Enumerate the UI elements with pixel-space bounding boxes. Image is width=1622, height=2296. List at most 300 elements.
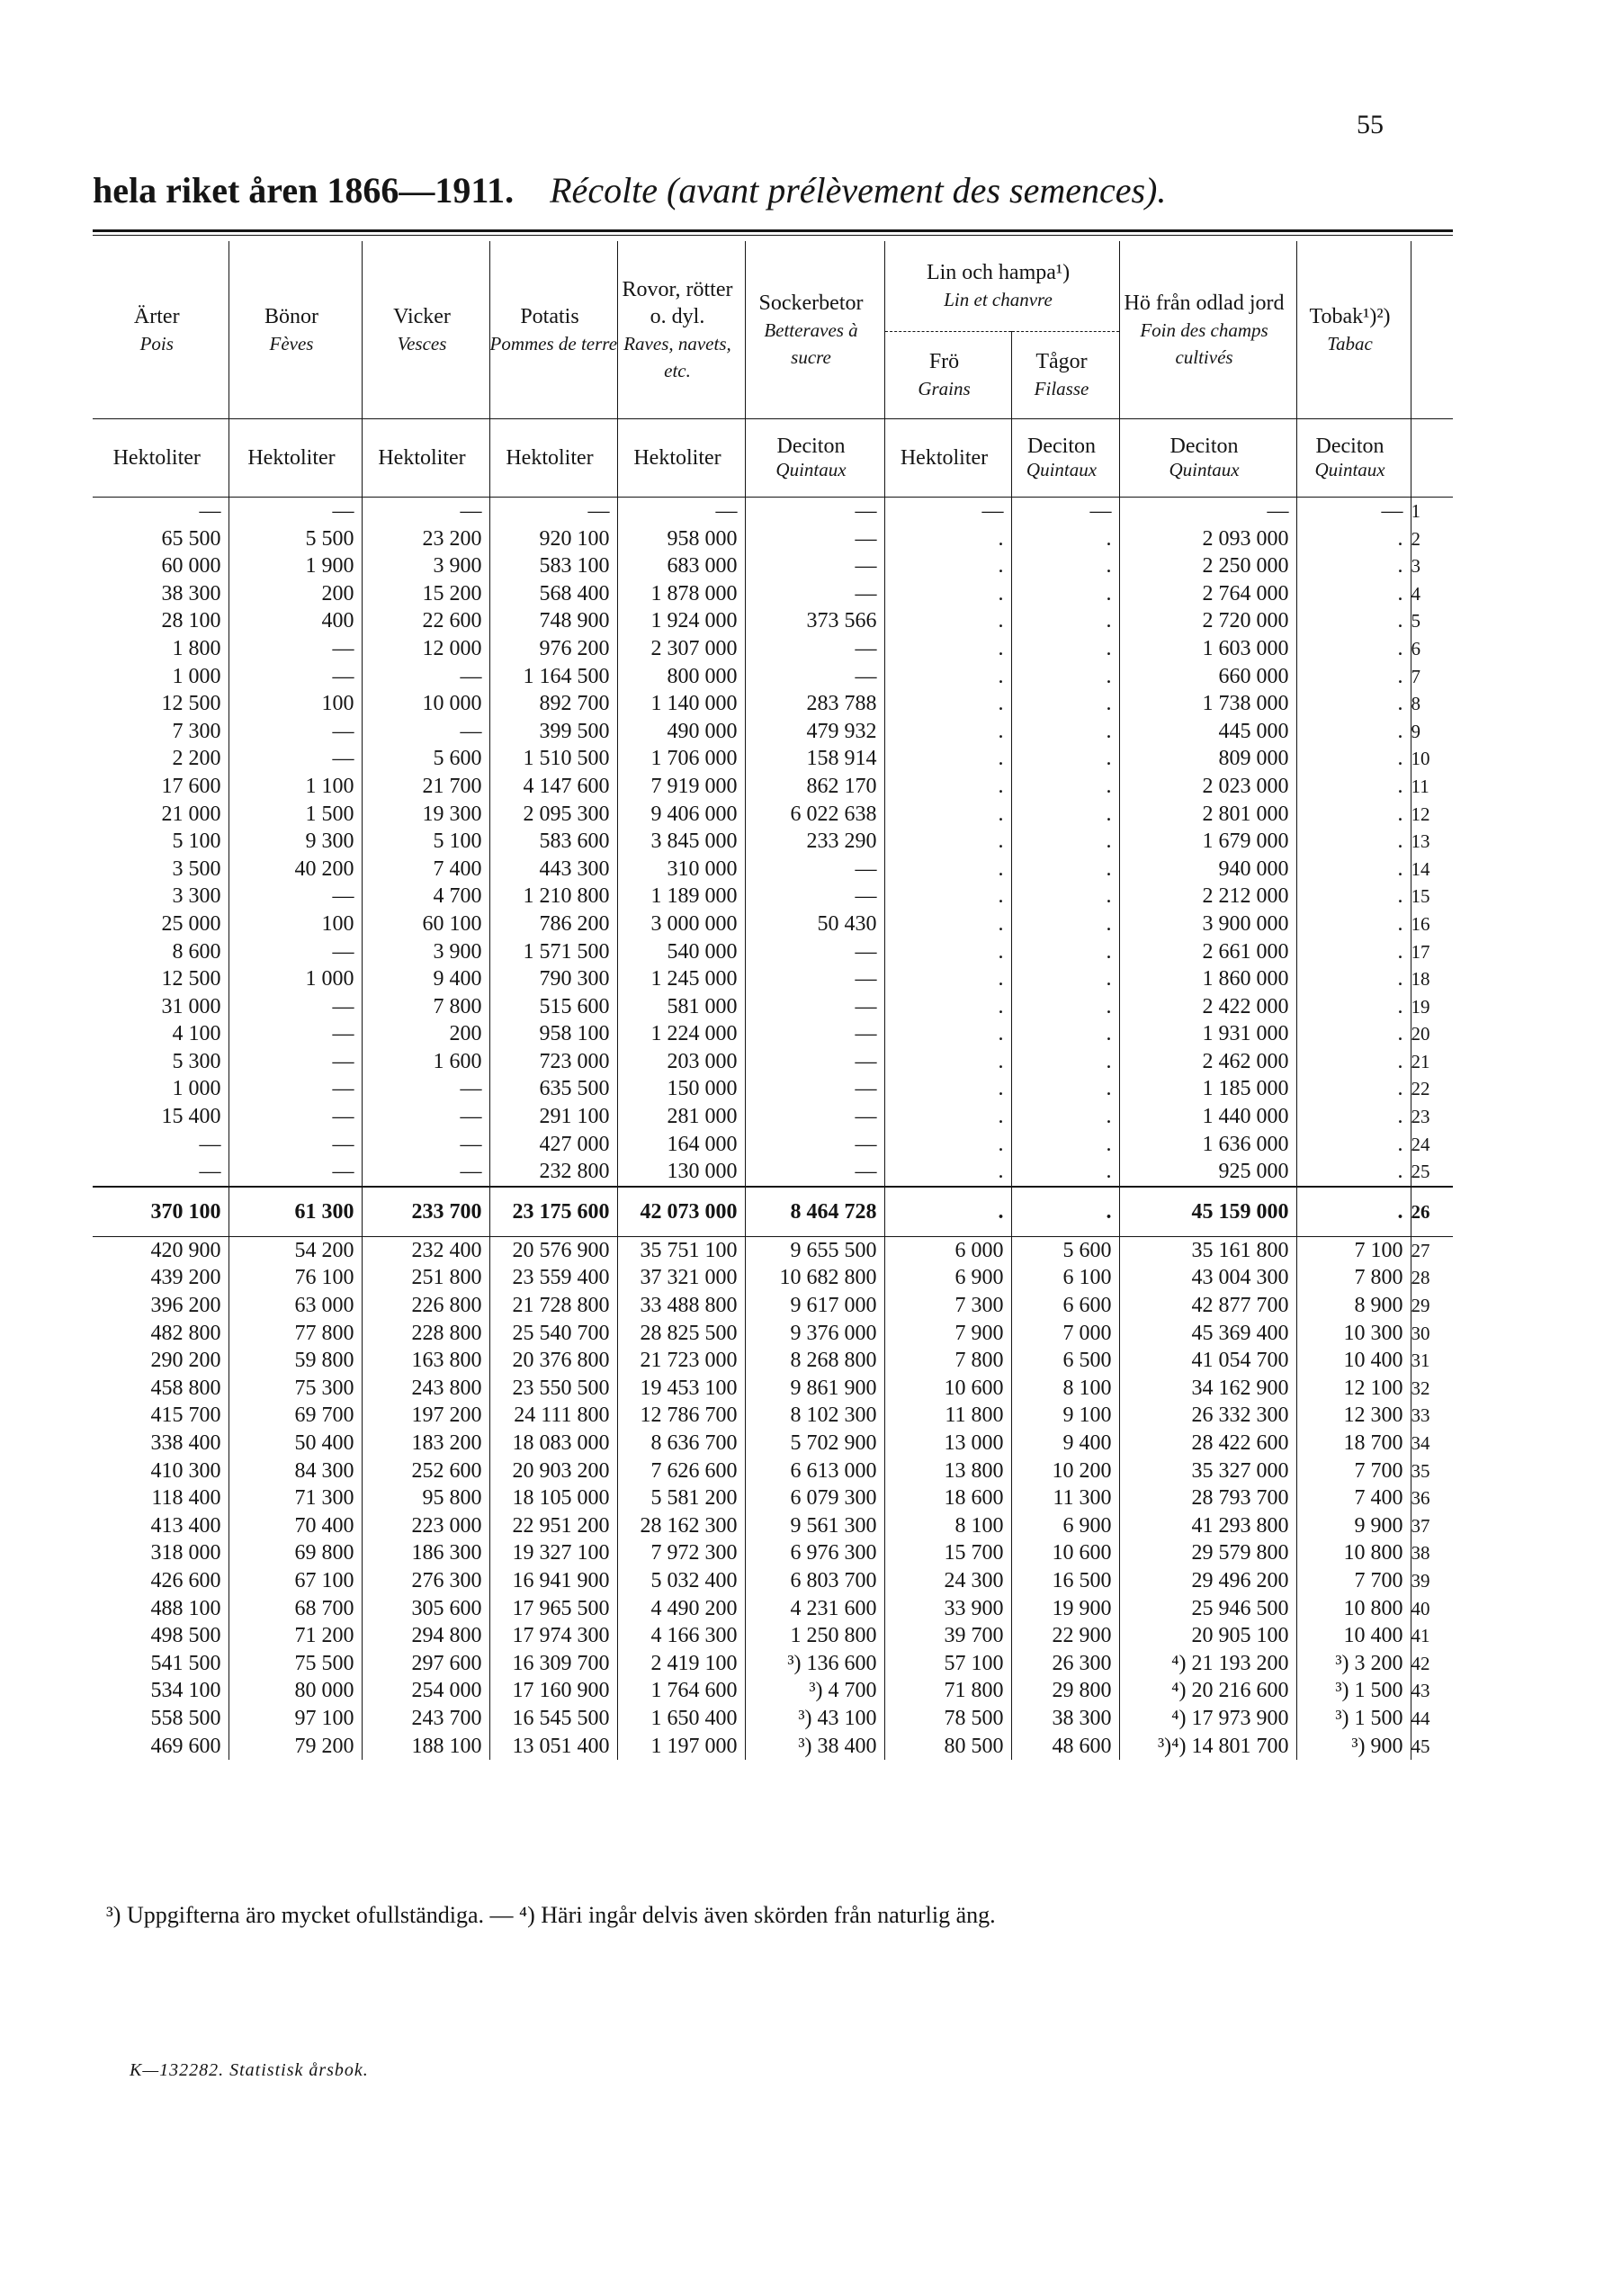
table-cell: . [1011,607,1119,635]
row-number: 36 [1411,1484,1453,1512]
table-cell: 6 500 [1011,1347,1119,1375]
table-cell: 925 000 [1119,1158,1296,1187]
table-cell: 581 000 [617,993,745,1021]
row-number: 27 [1411,1236,1453,1264]
table-cell: 12 500 [161,967,221,991]
table-cell: 34 162 900 [1119,1375,1296,1403]
table-cell: . [884,690,1011,718]
table-cell: 515 600 [489,993,617,1021]
table-cell: . [1011,773,1119,801]
table-cell: 786 200 [489,910,617,938]
table-cell: 10 682 800 [745,1264,884,1292]
table-cell: . [884,993,1011,1021]
table-cell: 9 617 000 [745,1292,884,1320]
table-cell: 1 800 [172,636,221,660]
table-cell: 68 700 [229,1595,362,1623]
table-row [93,1347,1453,1375]
table-cell: 42 073 000 [617,1187,745,1237]
table-cell: 9 400 [1011,1430,1119,1457]
table-cell: . [1296,635,1411,663]
table-cell: 23 559 400 [489,1264,617,1292]
row-number: 15 [1411,883,1453,910]
row-number: 34 [1411,1430,1453,1457]
table-cell: . [1296,690,1411,718]
table-cell: 5 100 [362,828,489,856]
table-cell: 76 100 [229,1264,362,1292]
table-cell: — [229,1020,362,1048]
table-cell: 97 100 [229,1705,362,1733]
table-cell: 1 224 000 [617,1020,745,1048]
table-cell: . [1011,801,1119,829]
table-cell: 226 800 [362,1292,489,1320]
table-row [93,828,1453,856]
table-cell: 13 800 [884,1457,1011,1485]
table-cell: . [1011,965,1119,993]
table-cell: 150 000 [617,1075,745,1103]
row-number: 17 [1411,938,1453,966]
row-number: 9 [1411,718,1453,746]
row-number: 23 [1411,1103,1453,1131]
table-cell: 400 [229,607,362,635]
table-cell: 80 000 [229,1677,362,1705]
table-cell: . [1011,1048,1119,1076]
footnote: ³) Uppgifterna äro mycket ofullständiga. — ⁴) Häri ingår delvis även skörden från naturlig äng. [106,1902,996,1928]
table-cell: 291 100 [489,1103,617,1131]
table-cell: . [884,607,1011,635]
table-cell: . [884,828,1011,856]
table-cell: . [884,1187,1011,1237]
table-row [93,580,1453,608]
table-cell: 18 105 000 [489,1484,617,1512]
table-cell: 16 500 [1011,1567,1119,1595]
table-row [93,718,1453,746]
col-header-sockerbetor: Sockerbetor Betteraves à sucre [745,241,884,419]
table-cell: 1 440 000 [1119,1103,1296,1131]
table-cell: ³) 3 200 [1296,1650,1411,1678]
table-cell: 583 100 [489,552,617,580]
row-number: 43 [1411,1677,1453,1705]
table-cell: . [1011,1103,1119,1131]
table-cell: 2 801 000 [1119,801,1296,829]
table-cell: 79 200 [229,1733,362,1761]
unit-cell: Deciton Quintaux [1011,419,1119,498]
table-cell: 534 100 [150,1679,221,1703]
table-cell: ⁴) 21 193 200 [1119,1650,1296,1678]
table-cell: 9 376 000 [745,1320,884,1348]
table-cell: — [362,663,489,691]
table-cell: 11 300 [1011,1484,1119,1512]
table-cell: . [1296,773,1411,801]
table-cell: . [884,525,1011,553]
table-cell: 1 189 000 [617,883,745,910]
title-french: Récolte (avant prélèvement des semences). [550,170,1167,211]
table-cell: 22 900 [1011,1622,1119,1650]
table-cell: 7 972 300 [617,1539,745,1567]
table-cell: 800 000 [617,663,745,691]
table-cell: 61 300 [229,1187,362,1237]
table-cell: . [1296,910,1411,938]
row-number: 38 [1411,1539,1453,1567]
table-cell: 75 300 [229,1375,362,1403]
table-cell: 7 100 [1296,1236,1411,1264]
table-cell: 243 700 [362,1705,489,1733]
table-cell: 396 200 [150,1294,221,1318]
table-cell: 10 300 [1296,1320,1411,1348]
table-cell: 4 100 [172,1022,221,1046]
table-cell: 2 462 000 [1119,1048,1296,1076]
table-cell: 4 700 [362,883,489,910]
col-header-vicker: Vicker Vesces [362,241,489,419]
table-cell: 18 700 [1296,1430,1411,1457]
table-cell: . [1296,801,1411,829]
table-cell: — [229,498,362,525]
table-cell: 1 571 500 [489,938,617,966]
table-cell: 5 600 [362,745,489,773]
unit-cell: Hektoliter [229,419,362,498]
table-cell: 15 700 [884,1539,1011,1567]
page-number: 55 [1357,110,1384,139]
table-cell: 23 550 500 [489,1375,617,1403]
table-cell: . [884,773,1011,801]
table-cell: 84 300 [229,1457,362,1485]
table-cell: 251 800 [362,1264,489,1292]
table-row [93,1048,1453,1076]
row-number: 30 [1411,1320,1453,1348]
table-cell: 20 576 900 [489,1236,617,1264]
table-cell: 8 600 [172,939,221,964]
sub-header-tagor: Tågor Filasse [1011,332,1119,419]
table-row [93,883,1453,910]
table-cell: 420 900 [150,1238,221,1262]
table-cell: . [1011,525,1119,553]
table-cell: 42 877 700 [1119,1292,1296,1320]
table-row [93,773,1453,801]
table-cell: . [1011,883,1119,910]
row-number: 45 [1411,1733,1453,1761]
table-cell: 77 800 [229,1320,362,1348]
table-cell: 8 100 [884,1512,1011,1540]
table-cell: 1 738 000 [1119,690,1296,718]
table-cell: 95 800 [362,1484,489,1512]
table-cell: 1 245 000 [617,965,745,993]
table-cell: 75 500 [229,1650,362,1678]
table-cell: 60 100 [362,910,489,938]
table-cell: 11 800 [884,1402,1011,1430]
table-cell: 7 700 [1296,1567,1411,1595]
table-cell: 2 307 000 [617,635,745,663]
table-cell: 809 000 [1119,745,1296,773]
table-cell: 413 400 [150,1513,221,1538]
table-cell: . [1296,828,1411,856]
table-cell: ³) 1 500 [1296,1705,1411,1733]
table-cell: 7 900 [884,1320,1011,1348]
table-cell: — [745,552,884,580]
table-cell: 23 175 600 [489,1187,617,1237]
table-row [93,663,1453,691]
table-cell: 2 095 300 [489,801,617,829]
table-cell: 469 600 [150,1734,221,1758]
table-cell: ³) 4 700 [745,1677,884,1705]
table-cell: 6 900 [1011,1512,1119,1540]
table-cell: 10 600 [1011,1539,1119,1567]
table-cell: 21 723 000 [617,1347,745,1375]
table-cell: . [1011,1187,1119,1237]
row-number: 32 [1411,1375,1453,1403]
table-row [93,525,1453,553]
table-cell: 28 162 300 [617,1512,745,1540]
unit-cell [1411,419,1453,498]
table-cell: . [1296,1048,1411,1076]
table-cell: — [229,718,362,746]
table-cell: 25 000 [161,911,221,936]
row-number: 11 [1411,773,1453,801]
table-cell: 203 000 [617,1048,745,1076]
table-row [93,552,1453,580]
table-cell: 958 000 [617,525,745,553]
table-cell: ⁴) 20 216 600 [1119,1677,1296,1705]
table-cell: 63 000 [229,1292,362,1320]
table-cell: 1 197 000 [617,1733,745,1761]
signature: K—132282. Statistisk årsbok. [130,2060,369,2080]
table-cell: 498 500 [150,1624,221,1648]
table-cell: 118 400 [151,1486,221,1511]
table-cell: 28 793 700 [1119,1484,1296,1512]
table-cell: 541 500 [150,1651,221,1675]
table-cell: ³) 900 [1296,1733,1411,1761]
table-cell: 21 000 [161,802,221,826]
row-number: 10 [1411,745,1453,773]
row-number: 33 [1411,1402,1453,1430]
table-row [93,1567,1453,1595]
table-cell: 7 800 [1296,1264,1411,1292]
table-cell: 4 231 600 [745,1595,884,1623]
table-cell: 23 200 [362,525,489,553]
table-row [93,938,1453,966]
col-header-bonor: Bönor Fèves [229,241,362,419]
table-cell: — [229,635,362,663]
col-header-tobak: Tobak¹)²) Tabac [1296,241,1411,419]
table-cell: 2 661 000 [1119,938,1296,966]
table-row [93,1484,1453,1512]
table-cell: 9 400 [362,965,489,993]
table-cell: 310 000 [617,856,745,883]
table-cell: — [229,1158,362,1187]
table-cell: 48 600 [1011,1733,1119,1761]
table-cell: 10 400 [1296,1347,1411,1375]
sub-header-fro: Frö Grains [884,332,1011,419]
table-cell: 20 905 100 [1119,1622,1296,1650]
table-row [93,1595,1453,1623]
table-cell: 723 000 [489,1048,617,1076]
table-cell: . [1011,580,1119,608]
table-cell: . [1011,718,1119,746]
table-cell: 1 924 000 [617,607,745,635]
table-cell: 1 900 [229,552,362,580]
table-cell: — [1296,498,1411,525]
table-row [93,1320,1453,1348]
table-cell: 17 600 [161,774,221,798]
table-cell: 100 [229,910,362,938]
table-cell: 188 100 [362,1733,489,1761]
table-row [93,1677,1453,1705]
table-cell: 10 800 [1296,1539,1411,1567]
table-cell: . [884,856,1011,883]
table-cell: 57 100 [884,1650,1011,1678]
table-cell: 2 023 000 [1119,773,1296,801]
table-cell: — [229,663,362,691]
table-row [93,690,1453,718]
table-cell: 35 327 000 [1119,1457,1296,1485]
table-cell: 69 700 [229,1402,362,1430]
table-cell: 3 300 [172,884,221,909]
table-row [93,607,1453,635]
table-cell: — [229,1075,362,1103]
table-cell: 290 200 [150,1349,221,1373]
table-cell: 31 000 [161,994,221,1018]
table-cell: . [1011,993,1119,1021]
table-cell: 488 100 [150,1596,221,1620]
table-cell: . [1011,552,1119,580]
table-cell: 5 500 [229,525,362,553]
row-number: 40 [1411,1595,1453,1623]
table-row [93,1020,1453,1048]
table-cell: . [1296,663,1411,691]
table-cell: 568 400 [489,580,617,608]
table-cell: 26 300 [1011,1650,1119,1678]
table-cell: 5 032 400 [617,1567,745,1595]
table-row [93,745,1453,773]
table-cell: 1 250 800 [745,1622,884,1650]
harvest-table [93,241,1453,1760]
table-cell: 6 976 300 [745,1539,884,1567]
row-number: 7 [1411,663,1453,691]
table-cell: . [1296,1075,1411,1103]
table-cell: . [1296,938,1411,966]
table-cell: 1 706 000 [617,745,745,773]
table-cell: . [884,1103,1011,1131]
table-cell: 243 800 [362,1375,489,1403]
table-cell: 1 636 000 [1119,1131,1296,1159]
table-cell: . [1296,1020,1411,1048]
table-cell: 232 800 [489,1158,617,1187]
row-number: 18 [1411,965,1453,993]
row-number: 16 [1411,910,1453,938]
table-cell: . [1011,635,1119,663]
table-cell: 41 054 700 [1119,1347,1296,1375]
table-cell: 60 000 [161,554,221,578]
table-cell: 9 655 500 [745,1236,884,1264]
table-cell: 892 700 [489,690,617,718]
table-cell: 200 [362,1020,489,1048]
table-cell: . [884,801,1011,829]
table-cell: — [745,1131,884,1159]
unit-row [93,419,1453,498]
table-cell: 50 400 [229,1430,362,1457]
table-cell: ³)⁴) 14 801 700 [1119,1733,1296,1761]
table-cell: 558 500 [150,1706,221,1730]
table-cell: 38 300 [161,581,221,605]
table-cell: 69 800 [229,1539,362,1567]
table-cell: 410 300 [150,1458,221,1483]
table-cell: 12 500 [161,692,221,716]
table-cell: 7 400 [1296,1484,1411,1512]
row-number: 44 [1411,1705,1453,1733]
table-cell: 8 102 300 [745,1402,884,1430]
unit-cell: Deciton Quintaux [1119,419,1296,498]
table-cell: 8 100 [1011,1375,1119,1403]
table-cell: 13 000 [884,1430,1011,1457]
table-cell: 4 166 300 [617,1622,745,1650]
table-cell: . [1296,883,1411,910]
table-cell: 78 500 [884,1705,1011,1733]
table-cell: ³) 1 500 [1296,1677,1411,1705]
table-cell: 80 500 [884,1733,1011,1761]
table-cell: 748 900 [489,607,617,635]
table-cell: 71 800 [884,1677,1011,1705]
table-cell: 276 300 [362,1567,489,1595]
table-cell: 71 300 [229,1484,362,1512]
table-cell: 8 464 728 [745,1187,884,1237]
table-cell: 70 400 [229,1512,362,1540]
table-cell: 18 083 000 [489,1430,617,1457]
row-number: 39 [1411,1567,1453,1595]
table-cell: 21 728 800 [489,1292,617,1320]
table-cell: — [745,663,884,691]
table-cell: 10 200 [1011,1457,1119,1485]
table-cell: 1 931 000 [1119,1020,1296,1048]
table-cell: 297 600 [362,1650,489,1678]
row-number: 20 [1411,1020,1453,1048]
table-row [93,856,1453,883]
table-cell: . [884,1131,1011,1159]
table-cell: 71 200 [229,1622,362,1650]
table-cell: 7 300 [884,1292,1011,1320]
table-cell: — [362,1131,489,1159]
table-cell: 8 900 [1296,1292,1411,1320]
table-cell: — [745,993,884,1021]
table-cell: 9 100 [1011,1402,1119,1430]
table-cell: 976 200 [489,635,617,663]
table-cell: . [1296,745,1411,773]
table-cell: 7 800 [884,1347,1011,1375]
table-cell: . [1011,910,1119,938]
row-number: 25 [1411,1158,1453,1187]
table-cell: 1 764 600 [617,1677,745,1705]
table-cell: 5 300 [172,1049,221,1073]
table-cell: 1 100 [229,773,362,801]
table-cell: 24 300 [884,1567,1011,1595]
table-cell: 1 000 [229,965,362,993]
table-cell: 200 [229,580,362,608]
table-cell: . [1011,1158,1119,1187]
table-cell: — [745,856,884,883]
unit-cell: Hektoliter [362,419,489,498]
table-row [93,1402,1453,1430]
table-cell: . [884,1020,1011,1048]
table-cell: 2 250 000 [1119,552,1296,580]
table-cell: 790 300 [489,965,617,993]
table-cell: . [1296,965,1411,993]
table-cell: 305 600 [362,1595,489,1623]
table-cell: . [1011,1131,1119,1159]
table-cell: — [745,938,884,966]
table-cell: 28 100 [161,609,221,633]
table-cell: 958 100 [489,1020,617,1048]
table-cell: 15 200 [362,580,489,608]
table-cell: 65 500 [161,526,221,551]
table-cell: 6 022 638 [745,801,884,829]
table-cell: . [884,938,1011,966]
